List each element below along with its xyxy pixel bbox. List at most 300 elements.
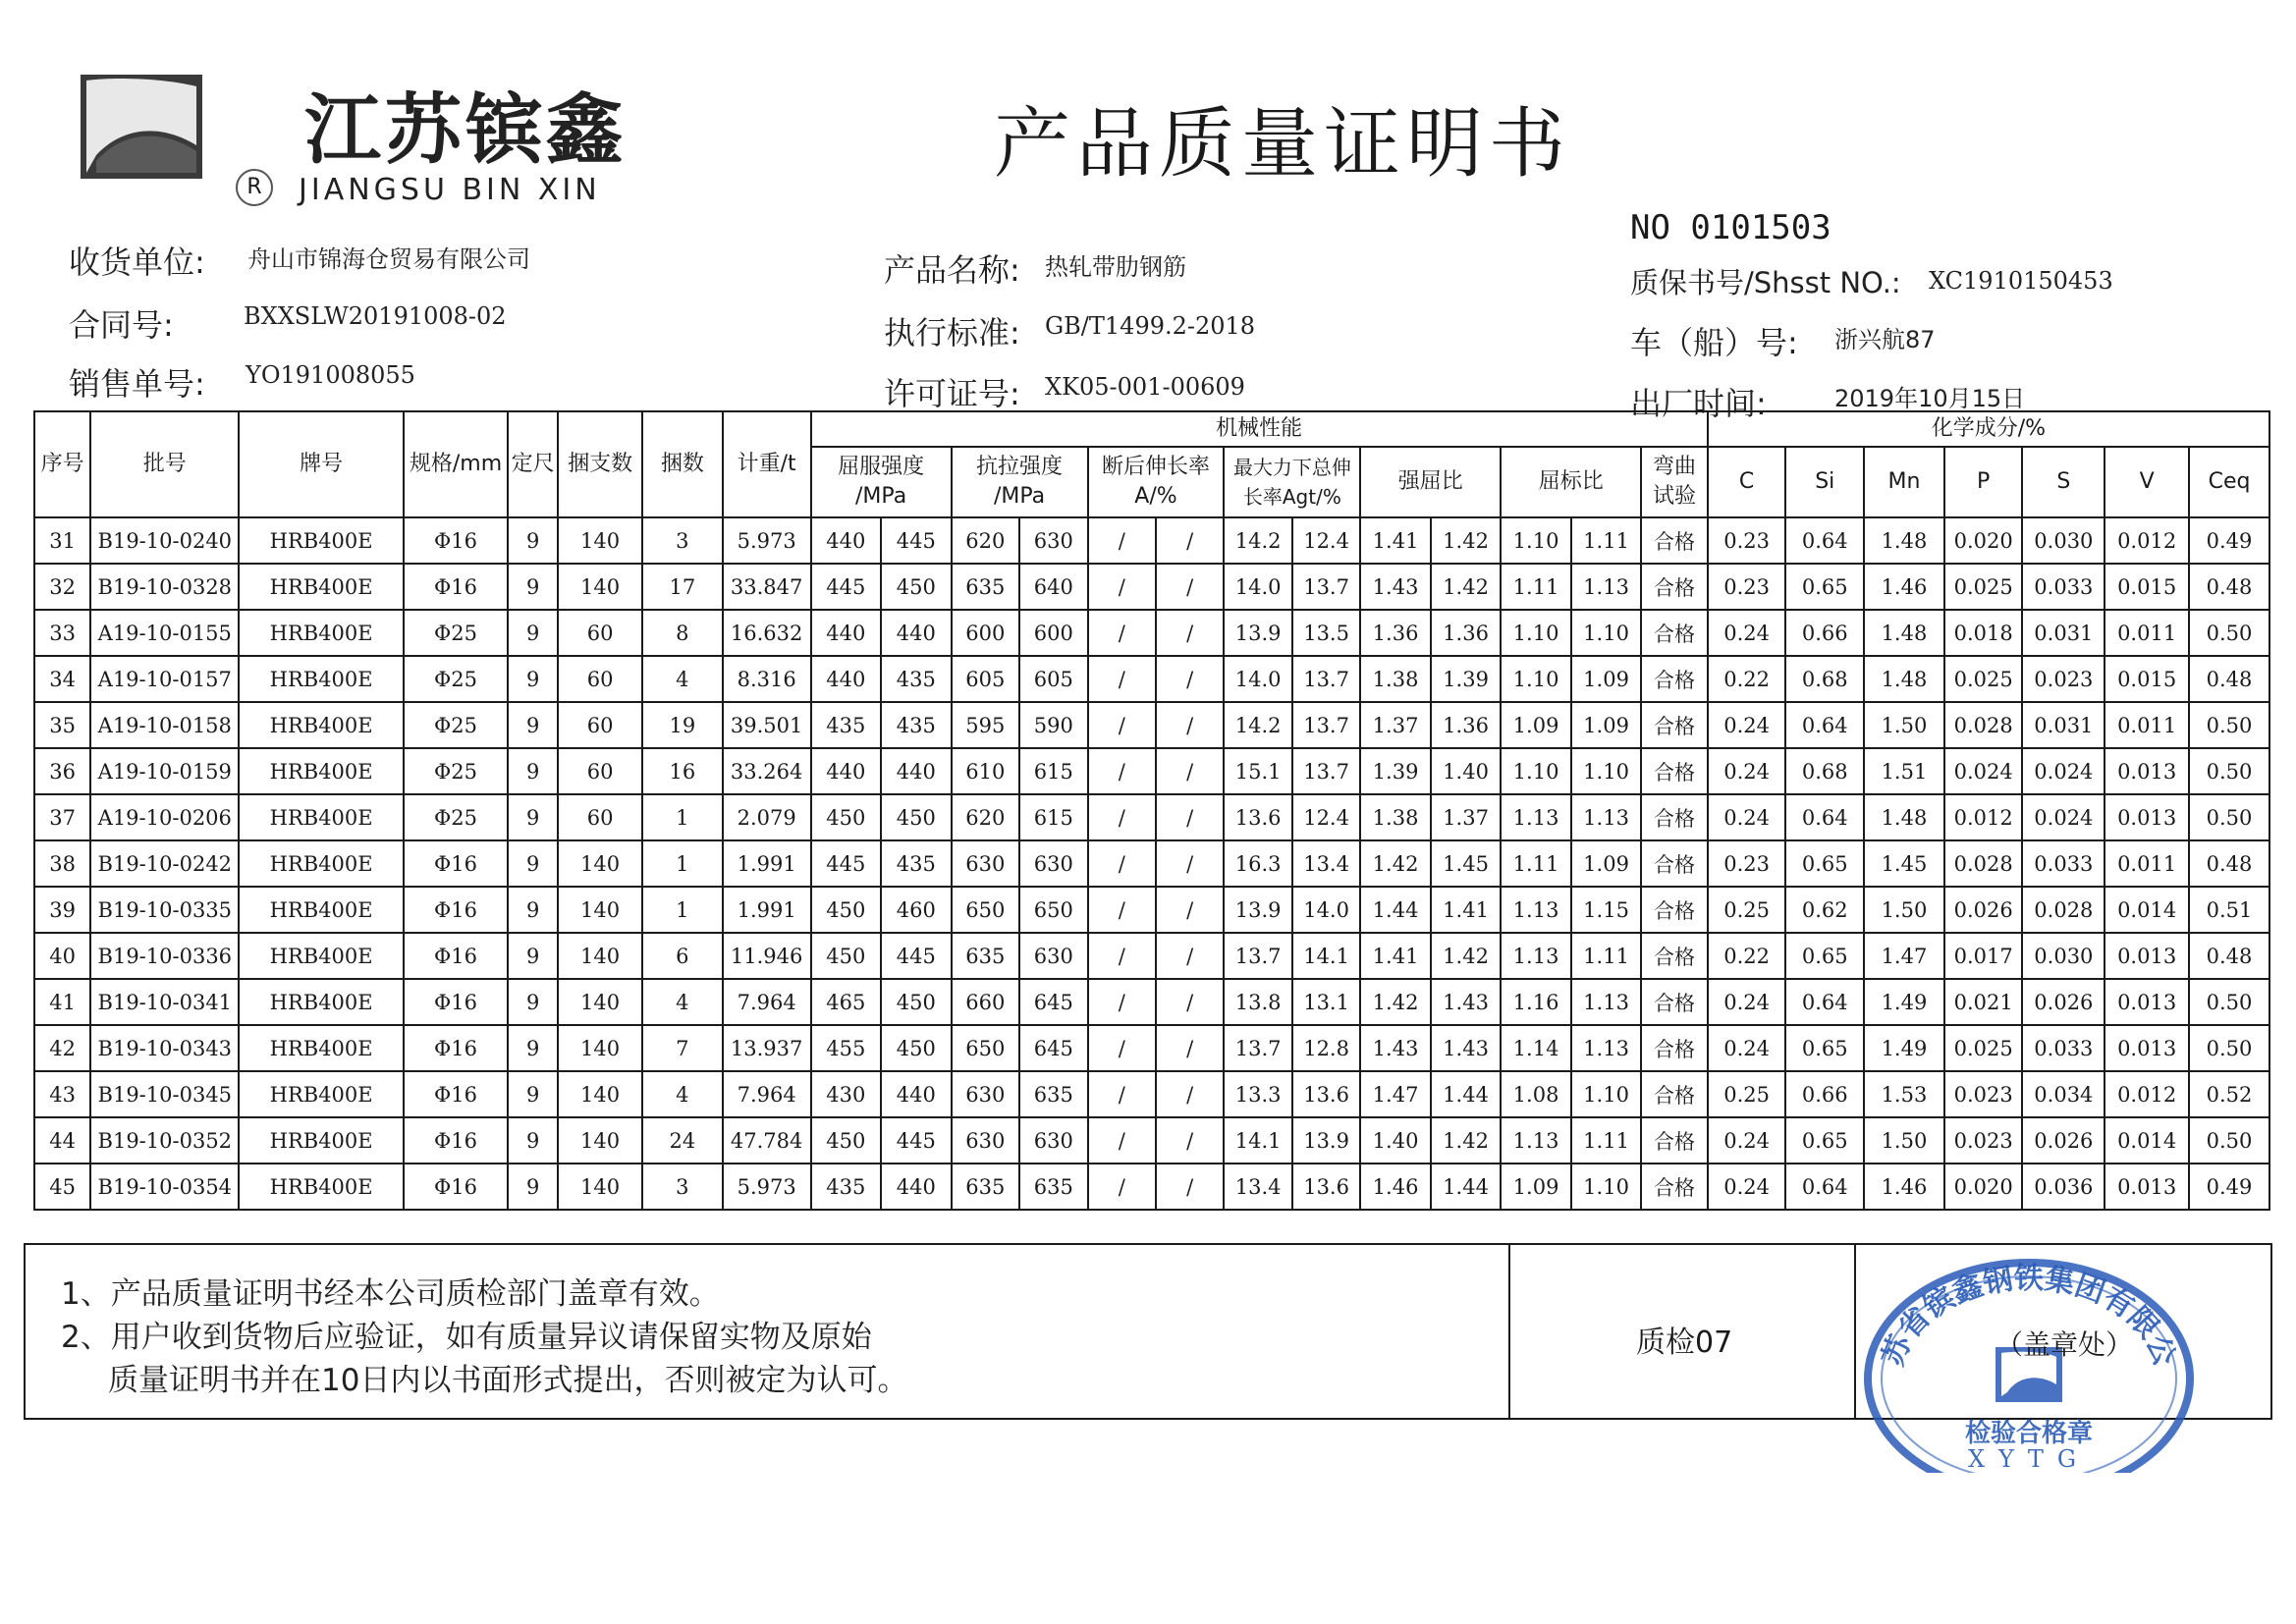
cell-seq: 33 bbox=[34, 610, 90, 656]
cell-tys-ratio-2: 1.36 bbox=[1431, 610, 1502, 656]
cell-ynr-ratio-2: 1.13 bbox=[1571, 979, 1642, 1025]
sales-order-value: YO191008055 bbox=[246, 361, 415, 389]
cell-batch: B19-10-0352 bbox=[90, 1117, 239, 1164]
cell-tys-ratio-1: 1.38 bbox=[1360, 656, 1431, 702]
cell-tys-ratio-1: 1.38 bbox=[1360, 794, 1431, 840]
cell-tensile-1: 635 bbox=[952, 933, 1019, 979]
cell-agt-2: 14.0 bbox=[1292, 887, 1360, 933]
cell-ynr-ratio-1: 1.10 bbox=[1501, 656, 1571, 702]
cell-tensile-1: 635 bbox=[952, 564, 1019, 610]
cell-mn: 1.51 bbox=[1864, 748, 1944, 794]
cell-tensile-1: 650 bbox=[952, 887, 1019, 933]
cell-ynr-ratio-2: 1.10 bbox=[1571, 610, 1642, 656]
cell-tys-ratio-2: 1.44 bbox=[1431, 1164, 1502, 1210]
cell-tys-ratio-1: 1.42 bbox=[1360, 979, 1431, 1025]
stamp-code-text: XYTG bbox=[1967, 1445, 2091, 1473]
license-label: 许可证号: bbox=[884, 375, 1020, 412]
cell-length: 9 bbox=[508, 1071, 558, 1117]
col-group-mechanical: 机械性能 bbox=[811, 411, 1708, 447]
cell-ynr-ratio-2: 1.10 bbox=[1571, 748, 1642, 794]
cell-seq: 38 bbox=[34, 840, 90, 887]
cell-seq: 45 bbox=[34, 1164, 90, 1210]
table-row bbox=[34, 517, 2269, 564]
cell-s: 0.030 bbox=[2022, 517, 2105, 564]
cell-length: 9 bbox=[508, 517, 558, 564]
cell-v: 0.013 bbox=[2105, 794, 2189, 840]
cell-agt-1: 13.9 bbox=[1224, 610, 1291, 656]
cell-elong-2: / bbox=[1156, 610, 1224, 656]
col-header-mn: Mn bbox=[1864, 447, 1944, 517]
cell-batch: A19-10-0206 bbox=[90, 794, 239, 840]
cell-batch: A19-10-0157 bbox=[90, 656, 239, 702]
cell-si: 0.62 bbox=[1785, 887, 1864, 933]
cell-s: 0.036 bbox=[2022, 1164, 2105, 1210]
cell-pcs: 140 bbox=[558, 840, 642, 887]
cell-ynr-ratio-1: 1.13 bbox=[1501, 887, 1571, 933]
cell-ceq: 0.50 bbox=[2189, 748, 2269, 794]
cell-elong-2: / bbox=[1156, 887, 1224, 933]
cell-ynr-ratio-1: 1.09 bbox=[1501, 1164, 1571, 1210]
cell-tensile-2: 605 bbox=[1019, 656, 1087, 702]
cell-c: 0.24 bbox=[1708, 702, 1786, 748]
cell-grade: HRB400E bbox=[239, 656, 404, 702]
cell-v: 0.015 bbox=[2105, 656, 2189, 702]
cell-ynr-ratio-2: 1.13 bbox=[1571, 794, 1642, 840]
cell-v: 0.015 bbox=[2105, 564, 2189, 610]
cell-mn: 1.45 bbox=[1864, 840, 1944, 887]
cell-weight: 47.784 bbox=[723, 1117, 811, 1164]
cell-p: 0.012 bbox=[1944, 794, 2023, 840]
cell-ynr-ratio-1: 1.08 bbox=[1501, 1071, 1571, 1117]
cell-bend: 合格 bbox=[1641, 610, 1707, 656]
cell-agt-1: 14.2 bbox=[1224, 702, 1291, 748]
cell-v: 0.011 bbox=[2105, 610, 2189, 656]
table-row bbox=[34, 656, 2269, 702]
cell-grade: HRB400E bbox=[239, 517, 404, 564]
cell-p: 0.017 bbox=[1944, 933, 2023, 979]
cell-spec: Φ25 bbox=[404, 656, 508, 702]
cell-elong-1: / bbox=[1088, 1071, 1156, 1117]
cell-bend: 合格 bbox=[1641, 656, 1707, 702]
cell-ynr-ratio-1: 1.16 bbox=[1501, 979, 1571, 1025]
cell-ceq: 0.49 bbox=[2189, 1164, 2269, 1210]
col-header-p: P bbox=[1944, 447, 2023, 517]
cell-pcs: 140 bbox=[558, 564, 642, 610]
cell-mn: 1.46 bbox=[1864, 1164, 1944, 1210]
cell-seq: 32 bbox=[34, 564, 90, 610]
cell-elong-1: / bbox=[1088, 656, 1156, 702]
cell-ceq: 0.50 bbox=[2189, 1025, 2269, 1071]
cell-elong-1: / bbox=[1088, 517, 1156, 564]
col-header-ceq: Ceq bbox=[2189, 447, 2269, 517]
cell-c: 0.24 bbox=[1708, 979, 1786, 1025]
col-header-v: V bbox=[2105, 447, 2189, 517]
cell-seq: 35 bbox=[34, 702, 90, 748]
cell-ceq: 0.51 bbox=[2189, 887, 2269, 933]
cell-mn: 1.46 bbox=[1864, 564, 1944, 610]
stamp-company-text: 苏省镔鑫钢铁集团有限公 bbox=[1876, 1262, 2182, 1372]
license-value: XK05-001-00609 bbox=[1045, 373, 1245, 401]
cell-si: 0.64 bbox=[1785, 702, 1864, 748]
cell-ynr-ratio-1: 1.10 bbox=[1501, 517, 1571, 564]
cell-s: 0.034 bbox=[2022, 1071, 2105, 1117]
cell-grade: HRB400E bbox=[239, 702, 404, 748]
cell-v: 0.014 bbox=[2105, 1117, 2189, 1164]
cell-pcs: 140 bbox=[558, 1025, 642, 1071]
cell-tensile-1: 620 bbox=[952, 794, 1019, 840]
cell-grade: HRB400E bbox=[239, 748, 404, 794]
cell-spec: Φ25 bbox=[404, 702, 508, 748]
cell-agt-1: 13.7 bbox=[1224, 1025, 1291, 1071]
cell-tys-ratio-2: 1.42 bbox=[1431, 1117, 1502, 1164]
cell-length: 9 bbox=[508, 1164, 558, 1210]
cell-elong-1: / bbox=[1088, 933, 1156, 979]
certificate-serial-number: NO 0101503 bbox=[1630, 208, 1831, 247]
cell-s: 0.031 bbox=[2022, 610, 2105, 656]
cell-tys-ratio-2: 1.42 bbox=[1431, 933, 1502, 979]
footer-note-1: 1、产品质量证明书经本公司质检部门盖章有效。 bbox=[61, 1276, 720, 1312]
cell-bend: 合格 bbox=[1641, 702, 1707, 748]
cell-tensile-2: 630 bbox=[1019, 1117, 1087, 1164]
cell-tys-ratio-2: 1.45 bbox=[1431, 840, 1502, 887]
cell-c: 0.24 bbox=[1708, 610, 1786, 656]
cell-yield-1: 430 bbox=[811, 1071, 882, 1117]
cell-agt-1: 13.7 bbox=[1224, 933, 1291, 979]
cell-yield-2: 435 bbox=[881, 840, 952, 887]
cell-s: 0.033 bbox=[2022, 840, 2105, 887]
cell-length: 9 bbox=[508, 794, 558, 840]
cell-tensile-2: 640 bbox=[1019, 564, 1087, 610]
cell-c: 0.24 bbox=[1708, 1164, 1786, 1210]
cell-bundles: 1 bbox=[642, 794, 723, 840]
cell-weight: 1.991 bbox=[723, 887, 811, 933]
cert-no-value: XC1910150453 bbox=[1929, 267, 2113, 295]
cell-tys-ratio-1: 1.46 bbox=[1360, 1164, 1431, 1210]
cell-yield-1: 440 bbox=[811, 656, 882, 702]
cell-bundles: 4 bbox=[642, 656, 723, 702]
cell-elong-2: / bbox=[1156, 794, 1224, 840]
cell-ynr-ratio-2: 1.13 bbox=[1571, 1025, 1642, 1071]
contract-label: 合同号: bbox=[69, 306, 174, 344]
cell-elong-2: / bbox=[1156, 564, 1224, 610]
cell-pcs: 60 bbox=[558, 656, 642, 702]
cell-batch: A19-10-0159 bbox=[90, 748, 239, 794]
cell-c: 0.25 bbox=[1708, 1071, 1786, 1117]
cell-weight: 39.501 bbox=[723, 702, 811, 748]
cell-seq: 37 bbox=[34, 794, 90, 840]
cell-yield-1: 435 bbox=[811, 1164, 882, 1210]
cell-tys-ratio-1: 1.40 bbox=[1360, 1117, 1431, 1164]
cell-elong-1: / bbox=[1088, 794, 1156, 840]
cell-yield-1: 450 bbox=[811, 1117, 882, 1164]
table-row bbox=[34, 933, 2269, 979]
cell-agt-1: 14.2 bbox=[1224, 517, 1291, 564]
cell-length: 9 bbox=[508, 933, 558, 979]
cell-agt-1: 13.3 bbox=[1224, 1071, 1291, 1117]
cell-mn: 1.50 bbox=[1864, 1117, 1944, 1164]
cell-seq: 43 bbox=[34, 1071, 90, 1117]
cell-s: 0.033 bbox=[2022, 564, 2105, 610]
cell-c: 0.25 bbox=[1708, 887, 1786, 933]
cell-tys-ratio-2: 1.43 bbox=[1431, 1025, 1502, 1071]
cell-ynr-ratio-2: 1.09 bbox=[1571, 656, 1642, 702]
cell-tensile-2: 635 bbox=[1019, 1071, 1087, 1117]
cell-batch: A19-10-0155 bbox=[90, 610, 239, 656]
cell-elong-1: / bbox=[1088, 610, 1156, 656]
cell-pcs: 60 bbox=[558, 702, 642, 748]
col-header-yield: 屈服强度 /MPa bbox=[811, 447, 952, 517]
cell-yield-1: 450 bbox=[811, 933, 882, 979]
cell-grade: HRB400E bbox=[239, 979, 404, 1025]
cell-bundles: 19 bbox=[642, 702, 723, 748]
cell-elong-2: / bbox=[1156, 1025, 1224, 1071]
cell-agt-2: 14.1 bbox=[1292, 933, 1360, 979]
cell-batch: B19-10-0343 bbox=[90, 1025, 239, 1071]
cell-tys-ratio-1: 1.39 bbox=[1360, 748, 1431, 794]
cell-ynr-ratio-2: 1.09 bbox=[1571, 702, 1642, 748]
col-header-agt: 最大力下总伸 长率Agt/% bbox=[1224, 447, 1360, 517]
cell-tys-ratio-2: 1.42 bbox=[1431, 517, 1502, 564]
cell-weight: 8.316 bbox=[723, 656, 811, 702]
cell-agt-2: 13.6 bbox=[1292, 1164, 1360, 1210]
cell-tensile-1: 600 bbox=[952, 610, 1019, 656]
cell-yield-1: 440 bbox=[811, 748, 882, 794]
cell-si: 0.68 bbox=[1785, 656, 1864, 702]
cell-tensile-1: 650 bbox=[952, 1025, 1019, 1071]
cell-length: 9 bbox=[508, 840, 558, 887]
cell-mn: 1.48 bbox=[1864, 656, 1944, 702]
cell-tys-ratio-1: 1.41 bbox=[1360, 517, 1431, 564]
cell-agt-2: 13.6 bbox=[1292, 1071, 1360, 1117]
cell-tensile-1: 595 bbox=[952, 702, 1019, 748]
cell-yield-2: 445 bbox=[881, 933, 952, 979]
cell-pcs: 140 bbox=[558, 1164, 642, 1210]
cell-spec: Φ16 bbox=[404, 564, 508, 610]
cell-grade: HRB400E bbox=[239, 840, 404, 887]
footer-note-3: 质量证明书并在10日内以书面形式提出，否则被定为认可。 bbox=[108, 1363, 908, 1398]
cell-tensile-1: 605 bbox=[952, 656, 1019, 702]
cell-weight: 2.079 bbox=[723, 794, 811, 840]
cell-seq: 34 bbox=[34, 656, 90, 702]
cell-ynr-ratio-2: 1.11 bbox=[1571, 517, 1642, 564]
cell-ynr-ratio-1: 1.13 bbox=[1501, 1117, 1571, 1164]
cell-s: 0.026 bbox=[2022, 1117, 2105, 1164]
cell-tys-ratio-2: 1.37 bbox=[1431, 794, 1502, 840]
cell-s: 0.023 bbox=[2022, 656, 2105, 702]
cell-p: 0.020 bbox=[1944, 1164, 2023, 1210]
cell-p: 0.028 bbox=[1944, 840, 2023, 887]
cell-bend: 合格 bbox=[1641, 794, 1707, 840]
col-header-grade: 牌号 bbox=[239, 411, 404, 517]
cell-bend: 合格 bbox=[1641, 1025, 1707, 1071]
cell-bend: 合格 bbox=[1641, 1117, 1707, 1164]
table-row bbox=[34, 1071, 2269, 1117]
cell-batch: B19-10-0341 bbox=[90, 979, 239, 1025]
cell-ynr-ratio-1: 1.09 bbox=[1501, 702, 1571, 748]
cell-agt-1: 13.9 bbox=[1224, 887, 1291, 933]
cell-tensile-2: 615 bbox=[1019, 748, 1087, 794]
cell-tys-ratio-1: 1.36 bbox=[1360, 610, 1431, 656]
cell-yield-1: 455 bbox=[811, 1025, 882, 1071]
cell-tensile-1: 630 bbox=[952, 1117, 1019, 1164]
cell-mn: 1.48 bbox=[1864, 517, 1944, 564]
cell-tensile-2: 615 bbox=[1019, 794, 1087, 840]
cell-weight: 33.847 bbox=[723, 564, 811, 610]
cell-length: 9 bbox=[508, 1025, 558, 1071]
registered-mark-icon: R bbox=[236, 169, 273, 206]
cell-s: 0.026 bbox=[2022, 979, 2105, 1025]
cell-ynr-ratio-2: 1.11 bbox=[1571, 933, 1642, 979]
cell-tys-ratio-1: 1.47 bbox=[1360, 1071, 1431, 1117]
cell-agt-2: 13.7 bbox=[1292, 748, 1360, 794]
cell-batch: B19-10-0354 bbox=[90, 1164, 239, 1210]
cell-agt-1: 15.1 bbox=[1224, 748, 1291, 794]
company-logo bbox=[77, 67, 206, 187]
cell-ynr-ratio-2: 1.10 bbox=[1571, 1071, 1642, 1117]
cell-ceq: 0.50 bbox=[2189, 794, 2269, 840]
cell-agt-2: 13.7 bbox=[1292, 702, 1360, 748]
cell-yield-2: 440 bbox=[881, 1164, 952, 1210]
brand-name-cn: 江苏镔鑫 bbox=[304, 86, 628, 175]
quality-data-table bbox=[33, 410, 2270, 1211]
cell-agt-1: 14.1 bbox=[1224, 1117, 1291, 1164]
cell-agt-1: 14.0 bbox=[1224, 656, 1291, 702]
cell-weight: 7.964 bbox=[723, 979, 811, 1025]
cert-no-label: 质保书号/Shsst NO.: bbox=[1630, 266, 1901, 299]
cell-bend: 合格 bbox=[1641, 979, 1707, 1025]
cell-weight: 33.264 bbox=[723, 748, 811, 794]
cell-c: 0.23 bbox=[1708, 840, 1786, 887]
cell-weight: 5.973 bbox=[723, 1164, 811, 1210]
cell-elong-2: / bbox=[1156, 1071, 1224, 1117]
cell-bundles: 4 bbox=[642, 979, 723, 1025]
cell-bundles: 3 bbox=[642, 517, 723, 564]
cell-ceq: 0.52 bbox=[2189, 1071, 2269, 1117]
col-header-s: S bbox=[2022, 447, 2105, 517]
cell-ynr-ratio-1: 1.10 bbox=[1501, 748, 1571, 794]
product-label: 产品名称: bbox=[884, 251, 1020, 289]
cell-agt-1: 13.8 bbox=[1224, 979, 1291, 1025]
table-row bbox=[34, 1117, 2269, 1164]
table-row bbox=[34, 564, 2269, 610]
cell-tys-ratio-1: 1.44 bbox=[1360, 887, 1431, 933]
cell-c: 0.23 bbox=[1708, 564, 1786, 610]
cell-weight: 16.632 bbox=[723, 610, 811, 656]
cell-tys-ratio-2: 1.40 bbox=[1431, 748, 1502, 794]
cell-agt-1: 16.3 bbox=[1224, 840, 1291, 887]
cell-grade: HRB400E bbox=[239, 933, 404, 979]
cell-p: 0.018 bbox=[1944, 610, 2023, 656]
cell-c: 0.22 bbox=[1708, 933, 1786, 979]
cell-yield-1: 440 bbox=[811, 610, 882, 656]
cell-v: 0.011 bbox=[2105, 702, 2189, 748]
cell-spec: Φ16 bbox=[404, 933, 508, 979]
cell-weight: 13.937 bbox=[723, 1025, 811, 1071]
stamp-center-text: 检验合格章 bbox=[1964, 1419, 2094, 1448]
footer-divider-1 bbox=[1508, 1245, 1510, 1418]
cell-length: 9 bbox=[508, 1117, 558, 1164]
cell-p: 0.025 bbox=[1944, 564, 2023, 610]
cell-si: 0.64 bbox=[1785, 1164, 1864, 1210]
cell-ceq: 0.50 bbox=[2189, 702, 2269, 748]
cell-tensile-1: 630 bbox=[952, 1071, 1019, 1117]
document-title: 产品质量证明书 bbox=[994, 100, 1572, 189]
cell-bundles: 3 bbox=[642, 1164, 723, 1210]
cell-si: 0.65 bbox=[1785, 1025, 1864, 1071]
cell-length: 9 bbox=[508, 656, 558, 702]
cell-ynr-ratio-1: 1.11 bbox=[1501, 840, 1571, 887]
cell-v: 0.013 bbox=[2105, 1025, 2189, 1071]
cell-bend: 合格 bbox=[1641, 517, 1707, 564]
cell-v: 0.013 bbox=[2105, 748, 2189, 794]
standard-label: 执行标准: bbox=[884, 314, 1020, 352]
cell-ceq: 0.49 bbox=[2189, 517, 2269, 564]
cell-yield-2: 435 bbox=[881, 702, 952, 748]
cell-grade: HRB400E bbox=[239, 1117, 404, 1164]
cell-bundles: 1 bbox=[642, 887, 723, 933]
col-group-chemical: 化学成分/% bbox=[1708, 411, 2269, 447]
cell-c: 0.24 bbox=[1708, 794, 1786, 840]
cell-yield-1: 450 bbox=[811, 887, 882, 933]
table-body bbox=[34, 517, 2269, 1210]
cell-mn: 1.49 bbox=[1864, 1025, 1944, 1071]
cell-elong-2: / bbox=[1156, 979, 1224, 1025]
cell-ynr-ratio-2: 1.15 bbox=[1571, 887, 1642, 933]
cell-ynr-ratio-1: 1.14 bbox=[1501, 1025, 1571, 1071]
cell-batch: A19-10-0158 bbox=[90, 702, 239, 748]
consignee-label: 收货单位: bbox=[69, 244, 205, 281]
vehicle-value: 浙兴航87 bbox=[1834, 326, 1936, 353]
cell-agt-2: 13.7 bbox=[1292, 656, 1360, 702]
cell-c: 0.23 bbox=[1708, 517, 1786, 564]
cell-tensile-2: 645 bbox=[1019, 1025, 1087, 1071]
cell-bend: 合格 bbox=[1641, 564, 1707, 610]
col-header-c: C bbox=[1708, 447, 1786, 517]
cell-p: 0.028 bbox=[1944, 702, 2023, 748]
cell-tensile-1: 610 bbox=[952, 748, 1019, 794]
cell-tys-ratio-2: 1.39 bbox=[1431, 656, 1502, 702]
cell-elong-1: / bbox=[1088, 564, 1156, 610]
cell-spec: Φ16 bbox=[404, 887, 508, 933]
cell-mn: 1.50 bbox=[1864, 887, 1944, 933]
cell-spec: Φ16 bbox=[404, 840, 508, 887]
cell-bundles: 6 bbox=[642, 933, 723, 979]
cell-s: 0.028 bbox=[2022, 887, 2105, 933]
col-header-yield-nominal-ratio: 屈标比 bbox=[1501, 447, 1641, 517]
cell-ynr-ratio-1: 1.13 bbox=[1501, 794, 1571, 840]
cell-weight: 1.991 bbox=[723, 840, 811, 887]
cell-ynr-ratio-2: 1.09 bbox=[1571, 840, 1642, 887]
cell-pcs: 140 bbox=[558, 517, 642, 564]
cell-tys-ratio-1: 1.43 bbox=[1360, 1025, 1431, 1071]
cell-grade: HRB400E bbox=[239, 564, 404, 610]
cell-tys-ratio-2: 1.44 bbox=[1431, 1071, 1502, 1117]
col-header-batch: 批号 bbox=[90, 411, 239, 517]
cell-yield-2: 440 bbox=[881, 748, 952, 794]
cell-bundles: 7 bbox=[642, 1025, 723, 1071]
cell-pcs: 140 bbox=[558, 933, 642, 979]
contract-value: BXXSLW20191008-02 bbox=[244, 302, 507, 330]
cell-ynr-ratio-1: 1.10 bbox=[1501, 610, 1571, 656]
cell-tensile-2: 635 bbox=[1019, 1164, 1087, 1210]
cell-yield-2: 435 bbox=[881, 656, 952, 702]
cell-v: 0.012 bbox=[2105, 1071, 2189, 1117]
cell-si: 0.65 bbox=[1785, 564, 1864, 610]
cell-batch: B19-10-0335 bbox=[90, 887, 239, 933]
cell-elong-2: / bbox=[1156, 840, 1224, 887]
cell-tensile-2: 630 bbox=[1019, 517, 1087, 564]
cell-bundles: 1 bbox=[642, 840, 723, 887]
